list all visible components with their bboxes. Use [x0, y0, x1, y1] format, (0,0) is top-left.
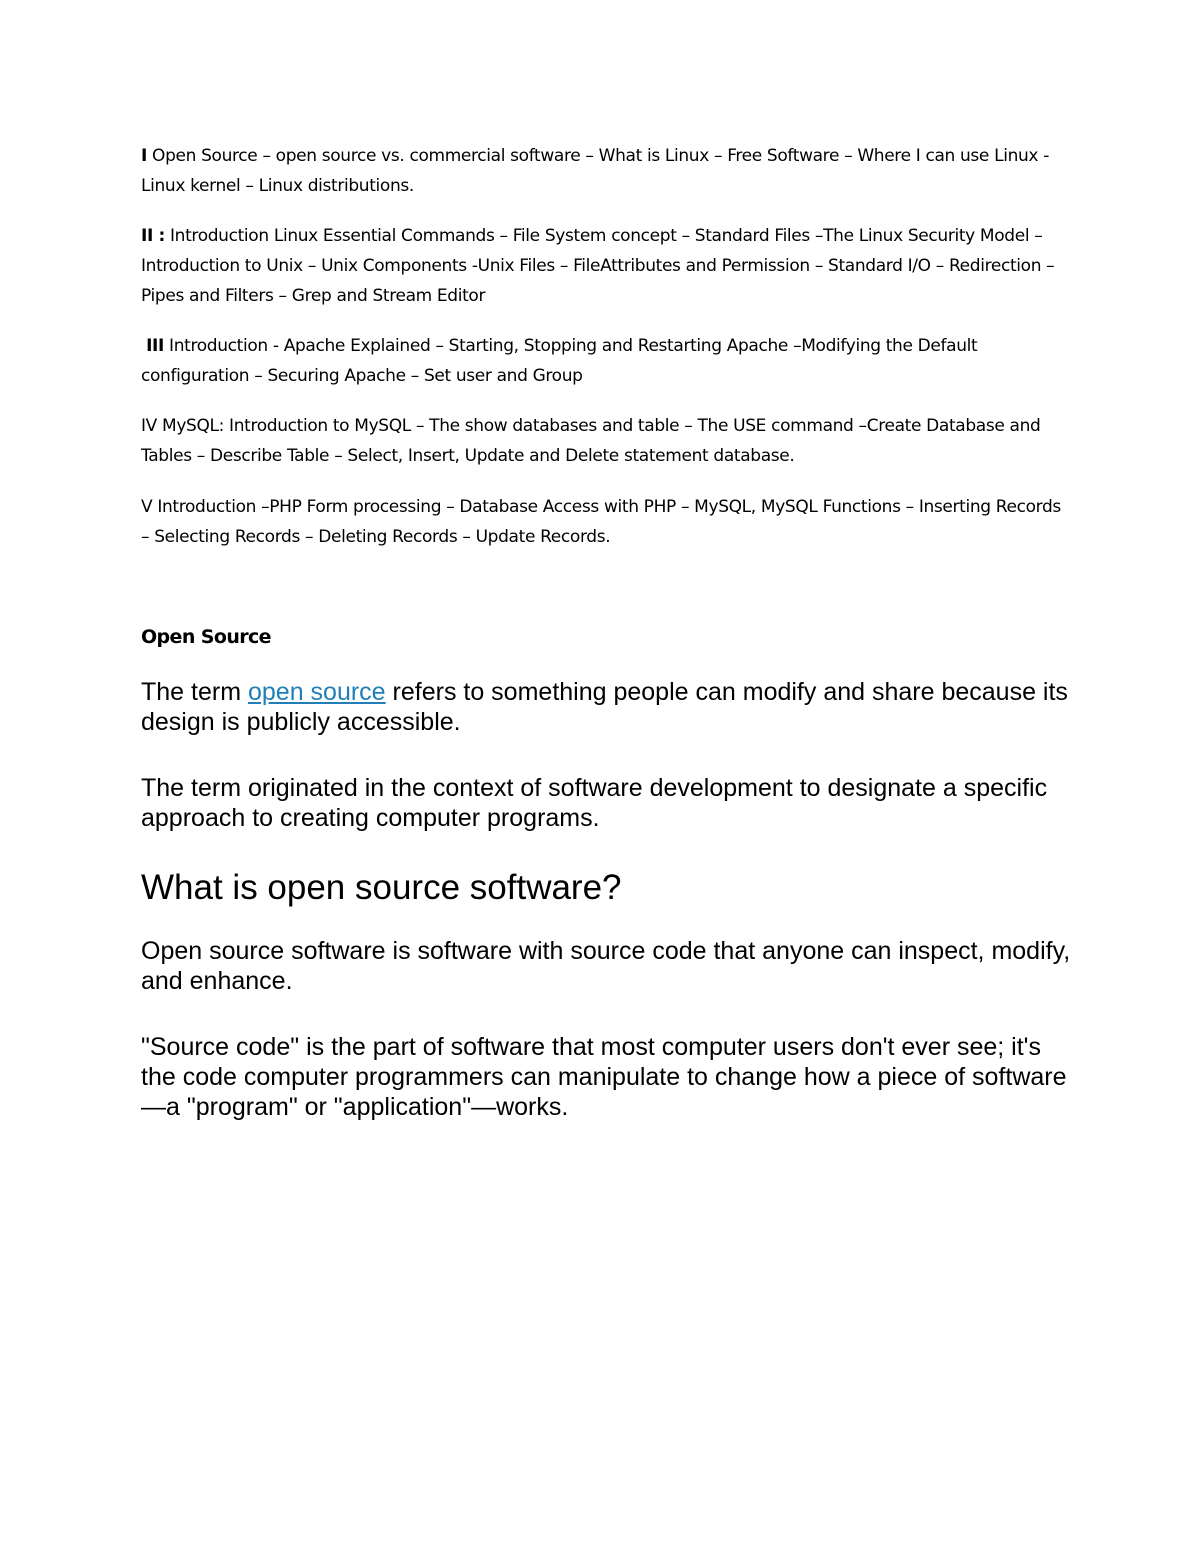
unit-number: I	[141, 146, 147, 166]
unit-number: V	[141, 497, 153, 517]
syllabus-unit-2	[141, 221, 1061, 311]
section-heading: Open Source	[141, 626, 271, 648]
question-heading: What is open source software?	[141, 868, 622, 907]
syllabus-unit-4	[141, 411, 1061, 471]
unit-text: Introduction - Apache Explained – Starting, Stopping and Restarting Apache –Modifying the Default configuration – Securing Apache – Set user and Group	[141, 336, 978, 386]
syllabus-unit-1	[141, 141, 1061, 201]
unit-text: MySQL: Introduction to MySQL – The show databases and table – The USE command –Create Database and Tables – Describe Table – Select, Insert, Update and Delete statement database.	[141, 416, 1041, 466]
definition-paragraph	[141, 677, 1071, 737]
unit-number: II :	[141, 226, 165, 246]
unit-text: Open Source – open source vs. commercial software – What is Linux – Free Software – Where I can use Linux - Linux kernel – Linux distributions.	[141, 146, 1049, 196]
source-code-paragraph: "Source code" is the part of software that most computer users don't ever see; it's the code computer programmers can manipulate to change how a piece of software—a "program" or "application"—works.	[141, 1033, 1067, 1121]
definition-suffix: refers to something people can modify and share because its design is publicly accessible.	[141, 678, 1068, 736]
unit-number: III	[146, 336, 164, 356]
definition-prefix: The term	[141, 678, 248, 706]
syllabus-unit-3	[141, 331, 1061, 391]
unit-text: Introduction –PHP Form processing – Database Access with PHP – MySQL, MySQL Functions – Inserting Records – Selecting Records – Deleting Records – Update Records.	[141, 497, 1061, 547]
unit-number: IV	[141, 416, 157, 436]
unit-text: Introduction Linux Essential Commands – File System concept – Standard Files –The Linux Security Model – Introduction to Unix – Unix Components -Unix Files – FileAttributes and Permission – Standard I/O – Redirection – Pipes and Filters – Grep and Stream Editor	[141, 226, 1055, 306]
origin-paragraph: The term originated in the context of software development to designate a specific approach to creating computer programs.	[141, 774, 1048, 832]
oss-paragraph: Open source software is software with source code that anyone can inspect, modify, and enhance.	[141, 937, 1071, 995]
syllabus-unit-5	[141, 492, 1061, 552]
open-source-link[interactable]: open source	[247, 678, 386, 706]
